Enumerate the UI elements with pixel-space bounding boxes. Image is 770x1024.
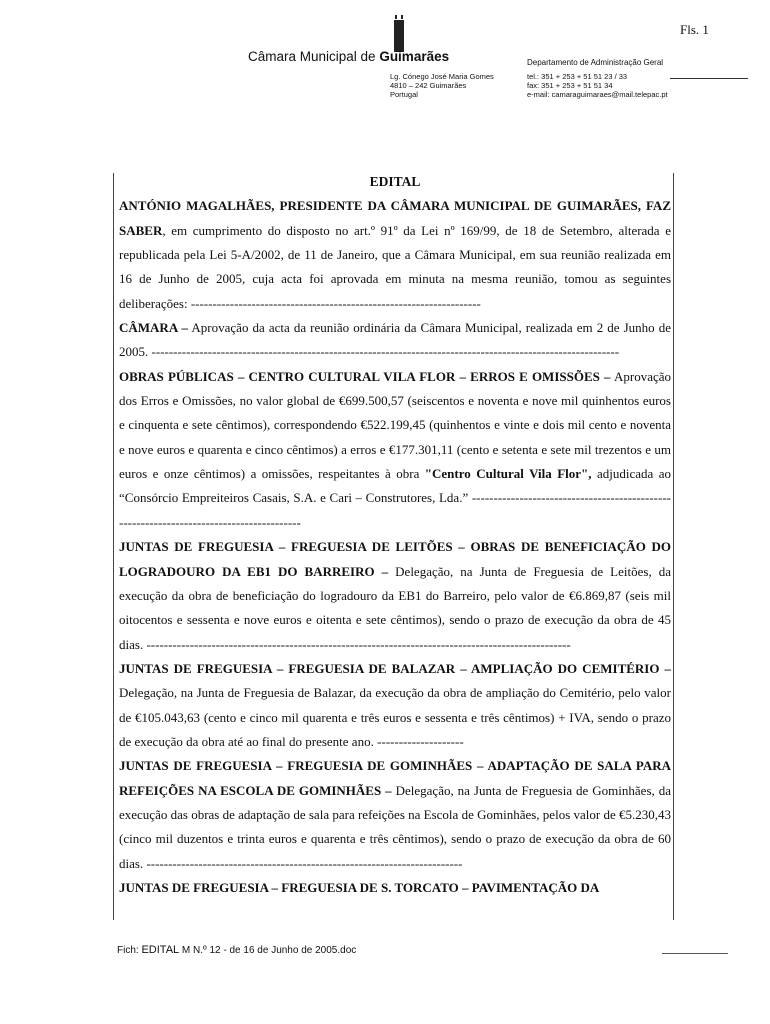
deliberation-item xyxy=(119,754,671,876)
item-heading: JUNTAS DE FREGUESIA – FREGUESIA DE GOMINHÃES – ADAPTAÇÃO DE SALA PARA REFEIÇÕES NA ESCOLA DE GOMINHÃES – xyxy=(119,758,671,798)
footer-prefix: Fich: xyxy=(117,945,142,956)
contact-email: e-mail: camaraguimaraes@mail.telepac.pt xyxy=(527,90,668,99)
contact-fax: fax: 351 + 253 + 51 51 34 xyxy=(527,81,613,90)
item-work-name: "Centro Cultural Vila Flor", xyxy=(424,466,592,482)
item-text: Aprovação dos Erros e Omissões, no valor global de €699.500,57 (seiscentos e noventa e nove mil quinhentos euros e cinquenta e sete cêntimos), correspondendo €522.199,45 (quinhentos e vinte e dois mil cento e noventa e nove euros e quarenta e cinco cêntimos) a erros e €177.301,11 (cento e setenta e sete mil trezentos e um euros e onze cêntimos) a omissões, respeitantes à obra xyxy=(119,368,672,482)
intro-text: , em cumprimento do disposto no art.º 91º da Lei nº 169/99, de 18 de Setembro, alterada e republicada pela Lei 5-A/2002, de 11 de Janeiro, que a Câmara Municipal, em sua reunião realizada em 16 de Junho de 2005, cuja acta foi aprovada em minuta na mesma reunião, tomou as seguintes deliberações: ------------------------------------------------------------------- xyxy=(119,222,671,311)
org-prefix: Câmara Municipal de xyxy=(248,49,380,64)
header-rule xyxy=(670,78,748,79)
document-body xyxy=(119,170,671,900)
file-footer xyxy=(117,944,356,956)
footer-file-name: EDITAL xyxy=(141,944,180,956)
item-text: Aprovação da acta da reunião ordinária da Câmara Municipal, realizada em 2 de Junho de 2005. ------------------------------------------------------------------------------------------------------------ xyxy=(119,320,671,360)
org-city: Guimarães xyxy=(379,49,450,64)
contact-block xyxy=(527,72,668,99)
deliberation-item xyxy=(119,876,671,900)
item-heading: CÂMARA – xyxy=(119,320,189,336)
organization-name xyxy=(248,49,449,64)
item-heading: OBRAS PÚBLICAS – CENTRO CULTURAL VILA FLOR – ERROS E OMISSÕES – xyxy=(119,368,611,384)
deliberation-item xyxy=(119,316,671,365)
department-name: Departamento de Administração Geral xyxy=(527,58,664,67)
intro-paragraph xyxy=(119,194,671,316)
contact-phone: tel.: 351 + 253 + 51 51 23 / 33 xyxy=(527,72,628,81)
address-line: 4810 – 242 Guimarães xyxy=(390,81,467,90)
footer-file-rest: M N.º 12 - de 16 de Junho de 2005.doc xyxy=(179,945,357,956)
item-heading: JUNTAS DE FREGUESIA – FREGUESIA DE LEITÕES – OBRAS DE BENEFICIAÇÃO DO LOGRADOURO DA EB1 DO BARREIRO – xyxy=(119,539,671,579)
item-text: Delegação, na Junta de Freguesia de Leitões, da execução da obra de beneficiação do logradouro da EB1 do Barreiro, pelo valor de €6.869,87 (seis mil oitocentos e sessenta e nove euros e oitenta e sete cêntimos), sendo o prazo de execução da obra de 45 dias. -------------------------------------------------------------------------------------------------- xyxy=(119,563,671,652)
item-heading: JUNTAS DE FREGUESIA – FREGUESIA DE S. TORCATO – PAVIMENTAÇÃO DA xyxy=(119,879,600,895)
deliberation-item xyxy=(119,365,671,535)
item-text: adjudicada ao “Consórcio Empreiteiros Casais, S.A. e Cari – Construtores, Lda.” ---------------------------------------------------------------------------------------- xyxy=(119,466,672,530)
footer-rule xyxy=(662,953,728,954)
item-text: Delegação, na Junta de Freguesia de Balazar, da execução da obra de ampliação do Cemitério, pelo valor de €105.043,63 (cento e cinco mil quarenta e três euros e sessenta e três cêntimos) + IVA, sendo o prazo de execução da obra até ao final do presente ano. -------------------- xyxy=(119,685,671,749)
item-heading: JUNTAS DE FREGUESIA – FREGUESIA DE BALAZAR – AMPLIAÇÃO DO CEMITÉRIO – xyxy=(119,660,671,676)
deliberation-item xyxy=(119,657,671,754)
item-text: Delegação, na Junta de Freguesia de Gominhães, da execução das obras de adaptação de sala para refeições na Escola de Gominhães, pelos valor de €5.230,43 (cinco mil duzentos e trinta euros e quarenta e três cêntimos), sendo o prazo de execução da obra de 60 dias. ------------------------------------------------------------------------- xyxy=(119,782,671,871)
intro-heading: ANTÓNIO MAGALHÃES, PRESIDENTE DA CÂMARA MUNICIPAL DE GUIMARÃES, FAZ SABER xyxy=(119,198,671,238)
deliberation-item xyxy=(119,535,671,657)
address-block xyxy=(390,72,494,99)
address-line: Portugal xyxy=(390,90,418,99)
page-marker: Fls. 1 xyxy=(680,22,709,37)
municipal-logo-icon xyxy=(394,20,404,52)
address-line: Lg. Cónego José Maria Gomes xyxy=(390,72,494,81)
document-title: EDITAL xyxy=(369,174,421,189)
